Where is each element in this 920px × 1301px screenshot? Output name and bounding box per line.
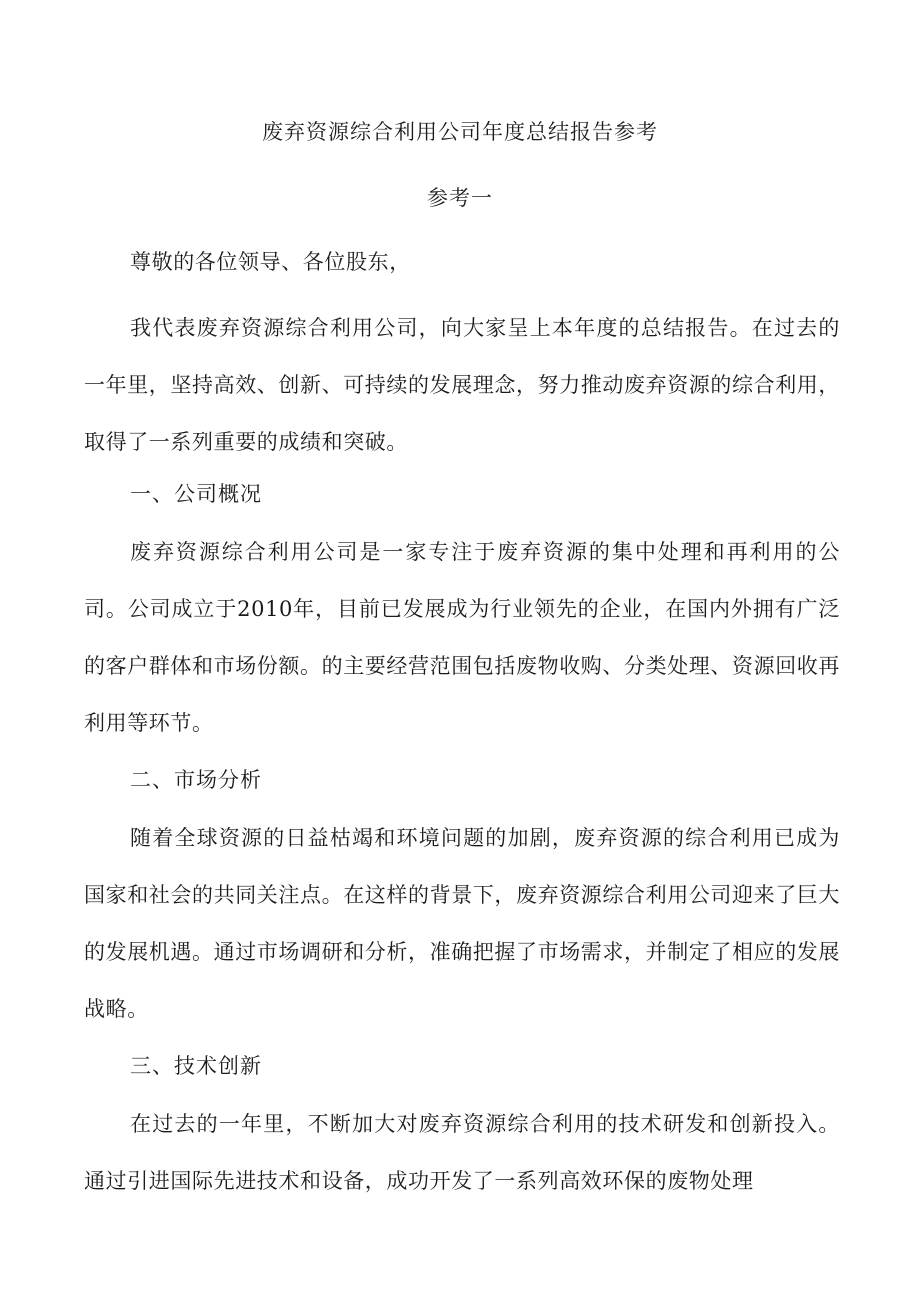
section-heading-company-overview: 一、公司概况	[130, 482, 262, 506]
salutation: 尊敬的各位领导、各位股东，	[130, 250, 411, 274]
market-analysis-paragraph: 随着全球资源的日益枯竭和环境问题的加剧，废弃资源的综合利用已成为国家和社会的共同关注点。在这样的背景下，废弃资源综合利用公司迎来了巨大的发展机遇。通过市场调研和分析，准确把握了市场需求，并制定了相应的发展战略。	[84, 826, 840, 1021]
section-heading-technical-innovation: 三、技术创新	[130, 1054, 262, 1078]
intro-paragraph: 我代表废弃资源综合利用公司，向大家呈上本年度的总结报告。在过去的一年里，坚持高效、创新、可持续的发展理念，努力推动废弃资源的综合利用，取得了一系列重要的成绩和突破。	[84, 316, 840, 454]
section-heading-market-analysis: 二、市场分析	[130, 768, 262, 792]
technical-innovation-paragraph: 在过去的一年里，不断加大对废弃资源综合利用的技术研发和创新投入。通过引进国际先进技术和设备，成功开发了一系列高效环保的废物处理	[84, 1112, 840, 1193]
document-title: 废弃资源综合利用公司年度总结报告参考	[262, 120, 658, 144]
company-overview-paragraph: 废弃资源综合利用公司是一家专注于废弃资源的集中处理和再利用的公司。公司成立于2010年，目前已发展成为行业领先的企业，在国内外拥有广泛的客户群体和市场份额。的主要经营范围包括废物收购、分类处理、资源回收再利用等环节。	[84, 540, 840, 735]
document-subtitle: 参考一	[427, 186, 493, 210]
